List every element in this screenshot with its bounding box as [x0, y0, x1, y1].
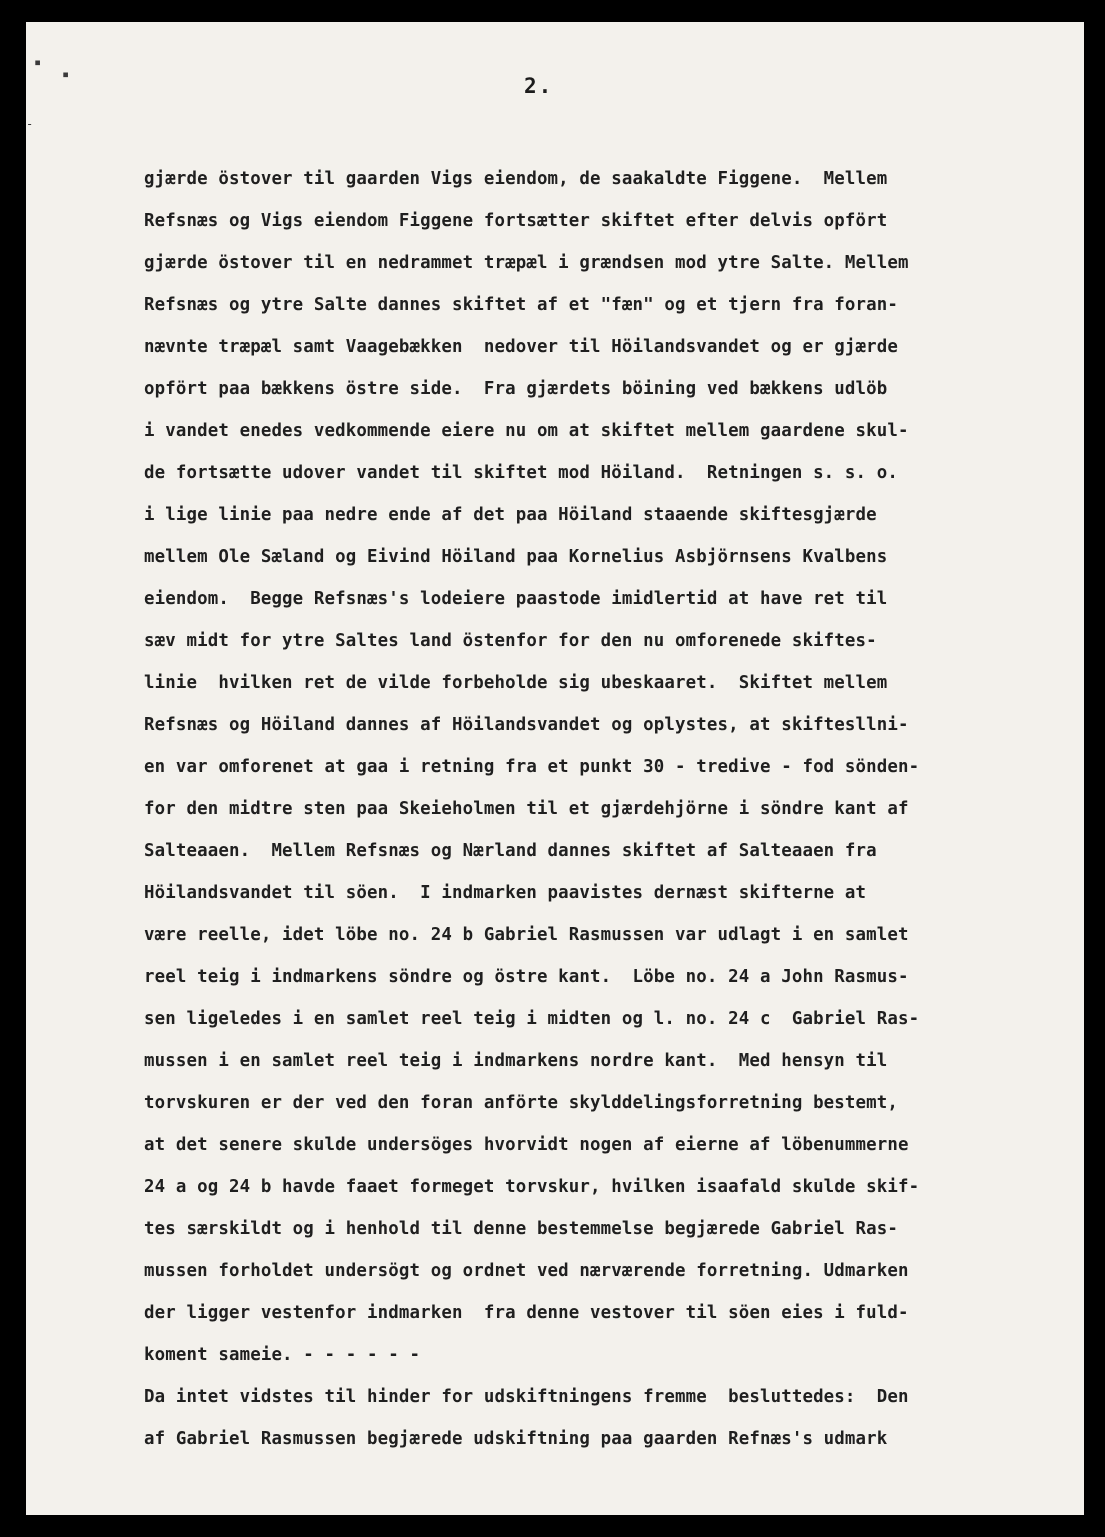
- page-number: 2.: [524, 74, 554, 98]
- text-line: sen ligeledes i en samlet reel teig i midten og l. no. 24 c Gabriel Ras-: [144, 1009, 920, 1029]
- text-line: mussen i en samlet reel teig i indmarkens nordre kant. Med hensyn til: [144, 1051, 888, 1071]
- text-line: linie hvilken ret de vilde forbeholde sig ubeskaaret. Skiftet mellem: [144, 673, 888, 693]
- text-line: nævnte træpæl samt Vaagebækken nedover til Höilandsvandet og er gjærde: [144, 337, 899, 357]
- text-line: eiendom. Begge Refsnæs's lodeiere paastode imidlertid at have ret til: [144, 589, 888, 609]
- text-line: Refsnæs og ytre Salte dannes skiftet af et "fæn" og et tjern fra foran-: [144, 295, 899, 315]
- text-line: af Gabriel Rasmussen begjærede udskiftning paa gaarden Refnæs's udmark: [144, 1429, 888, 1449]
- text-line: de fortsætte udover vandet til skiftet mod Höiland. Retningen s. s. o.: [144, 463, 899, 483]
- text-line: Da intet vidstes til hinder for udskiftningens fremme besluttedes: Den: [144, 1387, 909, 1407]
- text-line: Refsnæs og Höiland dannes af Höilandsvandet og oplystes, at skiftesllni-: [144, 715, 909, 735]
- document-page: [26, 22, 1084, 1515]
- text-line: 24 a og 24 b havde faaet formeget torvskur, hvilken isaafald skulde skif-: [144, 1177, 920, 1197]
- margin-mark: ▪: [34, 55, 42, 69]
- text-line: Salteaaen. Mellem Refsnæs og Nærland dannes skiftet af Salteaaen fra: [144, 841, 877, 861]
- text-line: mussen forholdet undersögt og ordnet ved nærværende forretning. Udmarken: [144, 1261, 909, 1281]
- text-line: en var omforenet at gaa i retning fra et punkt 30 - tredive - fod sönden-: [144, 757, 920, 777]
- text-line: Refsnæs og Vigs eiendom Figgene fortsætter skiftet efter delvis opfört: [144, 211, 888, 231]
- text-line: at det senere skulde undersöges hvorvidt nogen af eierne af löbenummerne: [144, 1135, 909, 1155]
- text-line: gjærde östover til gaarden Vigs eiendom, de saakaldte Figgene. Mellem: [144, 169, 888, 189]
- text-line: for den midtre sten paa Skeieholmen til et gjærdehjörne i söndre kant af: [144, 799, 909, 819]
- text-line: mellem Ole Sæland og Eivind Höiland paa Kornelius Asbjörnsens Kvalbens: [144, 547, 888, 567]
- margin-mark: ▪: [62, 67, 70, 81]
- text-line: koment sameie. - - - - - -: [144, 1345, 421, 1365]
- text-line: Höilandsvandet til söen. I indmarken paavistes dernæst skifterne at: [144, 883, 867, 903]
- text-line: opfört paa bækkens östre side. Fra gjærdets böining ved bækkens udlöb: [144, 379, 888, 399]
- text-line: i lige linie paa nedre ende af det paa Höiland staaende skiftesgjærde: [144, 505, 877, 525]
- text-line: være reelle, idet löbe no. 24 b Gabriel Rasmussen var udlagt i en samlet: [144, 925, 909, 945]
- text-line: tes særskildt og i henhold til denne bestemmelse begjærede Gabriel Ras-: [144, 1219, 899, 1239]
- margin-mark: -: [26, 117, 34, 131]
- text-line: der ligger vestenfor indmarken fra denne vestover til söen eies i fuld-: [144, 1303, 909, 1323]
- text-line: reel teig i indmarkens söndre og östre kant. Löbe no. 24 a John Rasmus-: [144, 967, 909, 987]
- text-line: torvskuren er der ved den foran anförte skylddelingsforretning bestemt,: [144, 1093, 899, 1113]
- text-line: i vandet enedes vedkommende eiere nu om at skiftet mellem gaardene skul-: [144, 421, 909, 441]
- typed-text-body: [144, 158, 1074, 1460]
- text-line: sæv midt for ytre Saltes land östenfor for den nu omforenede skiftes-: [144, 631, 877, 651]
- text-line: gjærde östover til en nedrammet træpæl i grændsen mod ytre Salte. Mellem: [144, 253, 909, 273]
